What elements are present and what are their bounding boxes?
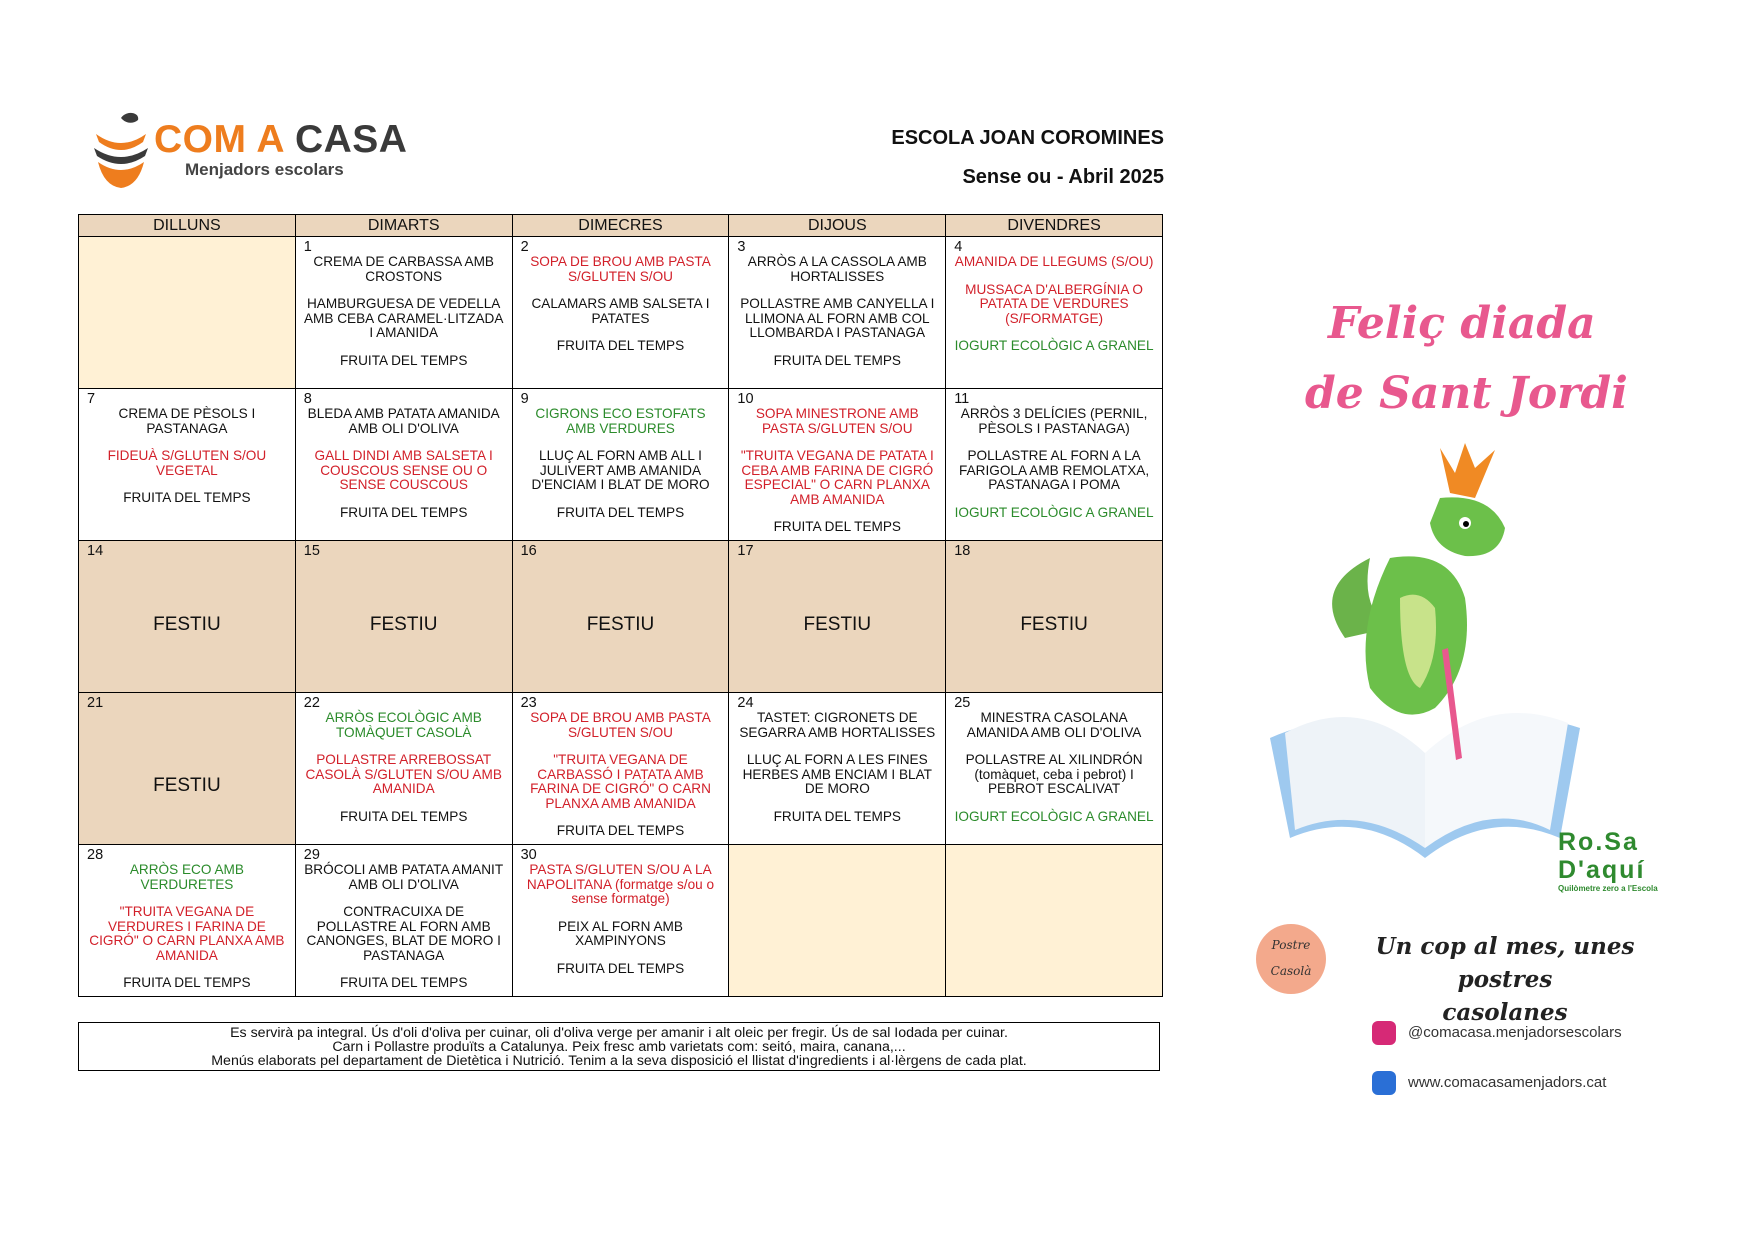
web-icon	[1372, 1071, 1396, 1095]
day-number: 1	[303, 239, 312, 255]
dessert-item: IOGURT ECOLÒGIC A GRANEL	[954, 338, 1154, 353]
dish-item: ARRÒS ECO AMB VERDURETES	[129, 862, 244, 892]
day-cell	[729, 237, 946, 389]
postre-casola-badge	[1256, 924, 1326, 994]
dessert-item: FRUITA DEL TEMPS	[773, 352, 901, 368]
logo-title-com: COM A	[154, 118, 284, 161]
week-row	[79, 845, 1163, 997]
day-cell	[512, 845, 729, 997]
dessert-item: FRUITA DEL TEMPS	[339, 352, 468, 368]
menu-items	[79, 407, 295, 506]
menu-items	[946, 255, 1162, 354]
day-cell-holiday	[512, 541, 729, 693]
day-cell-empty	[729, 845, 946, 997]
rosa-logo-line2: D'aquí	[1558, 856, 1646, 884]
day-cell	[946, 693, 1163, 845]
dish-item: LLUÇ AL FORN A LES FINES HERBES AMB ENCIAM I BLAT DE MORO	[742, 752, 932, 796]
menu-items	[296, 255, 512, 368]
school-name: ESCOLA JOAN COROMINES	[891, 127, 1164, 149]
brand-logo	[88, 108, 408, 192]
menu-items	[513, 863, 729, 976]
dish-item: POLLASTRE AMB CANYELLA I LLIMONA AL FORN AMB COL LLOMBARDA I PASTANAGA	[740, 296, 935, 340]
day-number: 10	[737, 391, 754, 407]
day-cell	[512, 237, 729, 389]
day-cell-empty	[946, 845, 1163, 997]
dessert-item: FRUITA DEL TEMPS	[773, 519, 901, 534]
day-number: 22	[303, 695, 320, 711]
rosa-logo-line1: Ro.Sa	[1558, 828, 1639, 856]
postres-line-2: casolanes	[1442, 999, 1568, 1026]
day-cell	[79, 845, 296, 997]
dish-item: CALAMARS AMB SALSETA I PATATES	[531, 296, 710, 326]
day-number: 25	[954, 695, 971, 711]
day-cell	[295, 693, 512, 845]
menu-items	[296, 711, 512, 824]
postres-line-1: Un cop al mes, unes postres	[1375, 933, 1635, 993]
dish-item: SOPA MINESTRONE AMB PASTA S/GLUTEN S/OU	[755, 406, 919, 436]
weekday-wednesday: DIMECRES	[512, 215, 729, 237]
day-number: 11	[954, 391, 970, 407]
dish-item: MINESTRA CASOLANA AMANIDA AMB OLI D'OLIVA	[966, 710, 1142, 740]
rosa-logo-tagline: Quilòmetre zero a l'Escola	[1558, 884, 1658, 893]
dish-item: LLUÇ AL FORN AMB ALL I JULIVERT AMB AMANIDA D'ENCIAM I BLAT DE MORO	[531, 448, 710, 492]
dish-item: SOPA DE BROU AMB PASTA S/GLUTEN S/OU	[530, 254, 711, 284]
footer-line: Es servirà pa integral. Ús d'oli d'oliva per cuinar, oli d'oliva verge per amanir i alt oleic per fregir. Ús de sal Iodada per cuinar.	[230, 1025, 1008, 1041]
dessert-item: FRUITA DEL TEMPS	[123, 975, 251, 990]
dish-item: "TRUITA VEGANA DE CARBASSÓ I PATATA AMB FARINA DE CIGRÓ" O CARN PLANXA AMB AMANIDA	[530, 752, 711, 811]
day-cell	[295, 389, 512, 541]
dish-item: BLEDA AMB PATATA AMANIDA AMB OLI D'OLIVA	[307, 406, 500, 436]
day-number: 14	[87, 543, 104, 559]
footer-line: Carn i Pollastre produïts a Catalunya. Peix fresc amb varietats com: seitó, maira, canana,...	[332, 1039, 906, 1055]
week-row	[79, 237, 1163, 389]
day-number: 3	[737, 239, 746, 255]
dragon-book-illustration	[1250, 438, 1600, 878]
dish-item: ARRÒS 3 DELÍCIES (PERNIL, PÈSOLS I PASTANAGA)	[960, 406, 1148, 436]
menu-items	[513, 407, 729, 520]
logo-title	[154, 118, 407, 162]
dish-item: PASTA S/GLUTEN S/OU A LA NAPOLITANA (formatge s/ou o sense formatge)	[526, 862, 715, 906]
day-cell	[79, 389, 296, 541]
menu-items	[946, 407, 1162, 520]
logo-subtitle: Menjadors escolars	[185, 160, 344, 179]
day-number: 16	[520, 543, 537, 559]
dessert-item: FRUITA DEL TEMPS	[339, 975, 468, 990]
dish-item: CREMA DE CARBASSA AMB CROSTONS	[313, 254, 494, 284]
dessert-item: FRUITA DEL TEMPS	[556, 338, 685, 353]
dessert-item: FRUITA DEL TEMPS	[123, 490, 251, 505]
menu-items	[729, 407, 945, 535]
dessert-item: FRUITA DEL TEMPS	[773, 808, 901, 824]
day-number: 18	[954, 543, 971, 559]
day-number: 9	[520, 391, 529, 407]
holiday-label: FESTIU	[153, 614, 221, 635]
dish-item: SOPA DE BROU AMB PASTA S/GLUTEN S/OU	[530, 710, 711, 740]
day-number: 28	[87, 847, 104, 863]
dish-item: POLLASTRE AL FORN A LA FARIGOLA AMB REMOLATXA, PASTANAGA I POMA	[959, 448, 1150, 492]
menu-items	[296, 407, 512, 520]
weekday-header-row	[79, 215, 1163, 237]
dessert-item: IOGURT ECOLÒGIC A GRANEL	[954, 504, 1154, 520]
diada-line-1: Feliç diada	[1328, 298, 1596, 349]
week-row	[79, 541, 1163, 693]
weekday-friday: DIVENDRES	[946, 215, 1163, 237]
footer-notes	[78, 1022, 1160, 1071]
day-cell	[295, 237, 512, 389]
day-cell-holiday	[729, 541, 946, 693]
dessert-item: FRUITA DEL TEMPS	[339, 504, 468, 520]
day-cell-holiday	[295, 541, 512, 693]
dessert-item: FRUITA DEL TEMPS	[339, 808, 468, 824]
weekday-tuesday: DIMARTS	[295, 215, 512, 237]
postre-badge-line1: Postre	[1271, 938, 1311, 952]
website-link[interactable]: www.comacasamenjadors.cat	[1408, 1074, 1607, 1091]
dish-item: CREMA DE PÈSOLS I PASTANAGA	[118, 406, 256, 436]
menu-items	[513, 711, 729, 839]
dish-item: POLLASTRE ARREBOSSAT CASOLÀ S/GLUTEN S/OU AMB AMANIDA	[305, 752, 502, 796]
diada-line-2: de Sant Jordi	[1305, 368, 1628, 419]
logo-title-casa: CASA	[294, 118, 408, 161]
menu-items	[79, 863, 295, 991]
holiday-label: FESTIU	[369, 614, 438, 635]
day-number: 24	[737, 695, 754, 711]
menu-calendar	[78, 214, 1163, 997]
weekday-monday: DILLUNS	[79, 215, 296, 237]
dish-item: GALL DINDI AMB SALSETA I COUSCOUS SENSE OU O SENSE COUSCOUS	[314, 448, 493, 492]
dish-item: CONTRACUIXA DE POLLASTRE AL FORN AMB CANONGES, BLAT DE MORO I PASTANAGA	[306, 904, 501, 963]
day-number: 8	[303, 391, 312, 407]
week-row	[79, 693, 1163, 845]
menu-items	[729, 255, 945, 368]
holiday-label: FESTIU	[586, 614, 655, 635]
menu-title: Sense ou - Abril 2025	[962, 166, 1164, 188]
holiday-label: FESTIU	[803, 614, 872, 635]
dish-item: HAMBURGUESA DE VEDELLA AMB CEBA CARAMEL·LITZADA I AMANIDA	[303, 296, 504, 340]
day-cell	[729, 389, 946, 541]
day-number: 30	[520, 847, 537, 863]
postres-message	[1335, 930, 1675, 1029]
dessert-item: FRUITA DEL TEMPS	[556, 823, 685, 838]
day-cell	[946, 237, 1163, 389]
day-cell	[729, 693, 946, 845]
instagram-icon	[1372, 1021, 1396, 1045]
dish-item: MUSSACA D'ALBERGÍNIA O PATATA DE VERDURES (S/FORMATGE)	[965, 281, 1144, 326]
day-number: 21	[87, 695, 104, 711]
day-cell	[946, 389, 1163, 541]
dish-item: FIDEUÀ S/GLUTEN S/OU VEGETAL	[107, 448, 267, 478]
fruit-bowl-icon	[88, 112, 154, 190]
dessert-item: IOGURT ECOLÒGIC A GRANEL	[954, 808, 1154, 824]
footer-line: Menús elaborats pel departament de Dietètica i Nutrició. Tenim a la seva disposició el llistat d'ingredients i al·lèrgens de cada plat.	[211, 1053, 1027, 1069]
dish-item: CIGRONS ECO ESTOFATS AMB VERDURES	[535, 406, 706, 436]
day-number: 15	[303, 543, 320, 559]
menu-items	[513, 255, 729, 354]
dish-item: PEIX AL FORN AMB XAMPINYONS	[558, 918, 683, 948]
menu-items	[296, 863, 512, 991]
dish-item: POLLASTRE AL XILINDRÓN (tomàquet, ceba i pebrot) I PEBROT ESCALIVAT	[965, 752, 1143, 796]
dish-item: ARRÒS A LA CASSOLA AMB HORTALISSES	[747, 254, 927, 284]
dish-item: "TRUITA VEGANA DE PATATA I CEBA AMB FARINA DE CIGRÓ ESPECIAL" O CARN PLANXA AMB AMANIDA	[740, 448, 934, 507]
day-number: 4	[954, 239, 963, 255]
dish-item: AMANIDA DE LLEGUMS (S/OU)	[954, 254, 1154, 269]
dish-item: BRÓCOLI AMB PATATA AMANIT AMB OLI D'OLIVA	[304, 862, 504, 892]
menu-items	[946, 711, 1162, 824]
day-cell-holiday	[79, 693, 296, 845]
day-number: 2	[520, 239, 529, 255]
day-cell-holiday	[79, 541, 296, 693]
dish-item: ARRÒS ECOLÒGIC AMB TOMÀQUET CASOLÀ	[325, 710, 482, 740]
day-cell	[512, 693, 729, 845]
dish-item: TASTET: CIGRONETS DE SEGARRA AMB HORTALISSES	[739, 710, 936, 740]
weekday-thursday: DIJOUS	[729, 215, 946, 237]
day-number: 17	[737, 543, 754, 559]
day-number: 7	[87, 391, 96, 407]
dish-item: "TRUITA VEGANA DE VERDURES I FARINA DE CIGRÓ" O CARN PLANXA AMB AMANIDA	[89, 904, 285, 963]
dessert-item: FRUITA DEL TEMPS	[556, 960, 685, 976]
dessert-item: FRUITA DEL TEMPS	[556, 504, 685, 520]
day-cell	[512, 389, 729, 541]
menu-items	[729, 711, 945, 824]
day-cell-empty	[79, 237, 296, 389]
day-number: 29	[303, 847, 320, 863]
week-row	[79, 389, 1163, 541]
holiday-label: FESTIU	[1020, 614, 1088, 635]
postre-badge-line2: Casolà	[1270, 964, 1312, 978]
day-cell	[295, 845, 512, 997]
instagram-handle[interactable]: @comacasa.menjadorsescolars	[1408, 1024, 1622, 1041]
day-cell-holiday	[946, 541, 1163, 693]
rosa-daqui-logo	[1558, 828, 1658, 904]
holiday-label: FESTIU	[153, 775, 221, 796]
day-number: 23	[520, 695, 537, 711]
